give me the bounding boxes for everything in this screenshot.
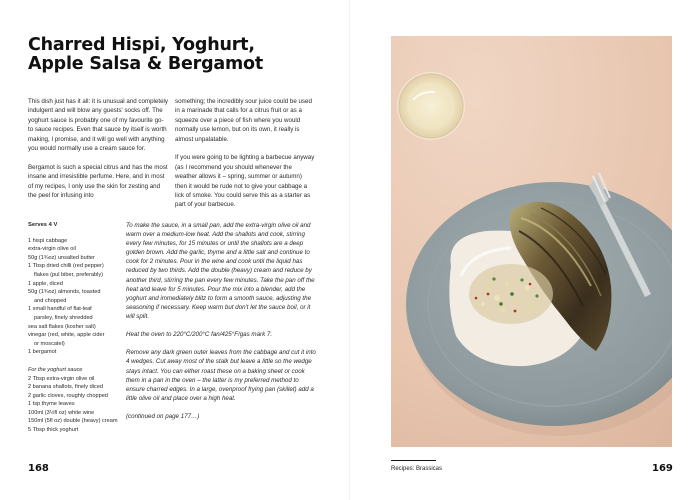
method-text xyxy=(126,221,316,430)
method-step: Remove any dark green outer leaves from the cabbage and cut it into 4 wedges. Cut away most of the stalk but leave a little so the wedge stays intact. You can either roast these on a baking sheet or cook them in a pan in the oven – the latter is my preferred method to ensure charred edges. In a large, ovenproof frying pan (skillet) add a little olive oil and place over a high heat. xyxy=(126,349,316,402)
ingredient-item: 1 bergamot xyxy=(28,349,57,356)
ingredient-item: 1 Tbsp dried chilli (red pepper) xyxy=(28,263,104,270)
intro-column-left xyxy=(28,97,168,210)
ingredient-item: 100ml (3½fl oz) white wine xyxy=(28,409,95,416)
ingredient-item: 1 hispi cabbage xyxy=(28,237,68,244)
ingredient-item: sea salt flakes (kosher salt) xyxy=(28,323,96,330)
intro-column-right xyxy=(175,97,315,219)
running-head-rule xyxy=(391,460,436,461)
title-line-1: Charred Hispi, Yoghurt, xyxy=(28,35,255,55)
page-number-right: 169 xyxy=(652,463,673,474)
ingredient-item: flakes (pul biber, preferably) xyxy=(34,271,104,278)
glass-of-white-wine xyxy=(397,72,465,140)
ingredient-item: 5 Tbsp thick yoghurt xyxy=(28,427,79,434)
ingredient-item: 2 Tbsp extra-virgin olive oil xyxy=(28,375,95,382)
page-number-left: 168 xyxy=(28,463,49,474)
apple-almond-salsa xyxy=(469,264,553,324)
intro-paragraph: something; the incredibly sour juice could be used in a marinade that calls for a citrus fruit or as a squeeze over a piece of fish where you would normally use lemon, but on its own, it really is almost unpalatable. xyxy=(175,98,312,143)
ingredients-list xyxy=(28,221,123,435)
ingredient-item: 2 garlic cloves, roughly chopped xyxy=(28,392,108,399)
ingredient-item: parsley, finely shredded xyxy=(34,314,93,321)
intro-paragraph: This dish just has it all: it is unusual and completely indulgent and will blow any guests' socks off. The yoghurt sauce is probably one of my favourite go-to sauce recipes. Even that sauce by itself is worth making, I promise, and it will go well with anything you would normally use a cream sauce for. xyxy=(28,98,168,153)
method-step: Heat the oven to 220°C/200°C fan/425°F/gas mark 7. xyxy=(126,331,273,339)
title-line-2: Apple Salsa & Bergamot xyxy=(28,54,264,74)
yoghurt-sauce-heading: For the yoghurt sauce xyxy=(28,366,83,373)
serves-label: Serves 4 V xyxy=(28,222,58,228)
ingredient-item: 50g (1¾oz) unsalted butter xyxy=(28,254,95,261)
dish-photo xyxy=(391,36,672,447)
ingredient-item: and chopped xyxy=(34,297,67,304)
dish-photo-illustration xyxy=(391,36,672,447)
ingredient-item: 1 tsp thyme leaves xyxy=(28,401,75,408)
ingredient-item: 150ml (5fl oz) double (heavy) cream xyxy=(28,418,118,425)
running-head: Recipes: Brassicas xyxy=(391,466,443,472)
recipe-title xyxy=(28,36,328,74)
ingredient-item: extra-virgin olive oil xyxy=(28,246,76,253)
ingredient-item: 2 banana shallots, finely diced xyxy=(28,384,103,391)
ingredient-item: 1 apple, diced xyxy=(28,280,63,287)
ingredient-item: or moscatel) xyxy=(34,340,65,347)
ingredient-item: 1 small handful of flat-leaf xyxy=(28,306,92,313)
ingredient-item: 50g (1¾oz) almonds, toasted xyxy=(28,289,101,296)
intro-paragraph: If you were going to be lighting a barbecue anyway (as I recommend you should whenever the weather allows it – spring, summer or autumn) then it would be rude not to give your cabbage a lick of smoke. You could serve this as a starter as part of your barbecue. xyxy=(175,154,315,209)
continued-note: (continued on page 177…) xyxy=(126,412,200,420)
ingredient-item: vinegar (red, white, apple cider xyxy=(28,332,105,339)
method-step: To make the sauce, in a small pan, add the extra-virgin olive oil and warm over a medium-low heat. Add the shallots and cook, stirring every few minutes, for 15 minutes or until the shallots are a deep golden brown. Add the garlic, thyme and a little salt and continue to cook for 2 minutes. Pour in the wine and cook until the liquid has reduced by two thirds. Add the double (heavy) cream and reduce by another third, stirring the pan every few minutes. Take the pan off the heat and leave for 5 minutes. Pour the mix into a blender, add the yoghurt and immediately blitz to form a smooth sauce, adjusting the seasoning if necessary. Keep warm but don't let the sauce boil, or it will split. xyxy=(126,222,315,320)
intro-paragraph: Bergamot is such a special citrus and has the most insane and irresistible perfume. Here, and in most of my recipes, I only use the skin for zesting and the peel for infusing into xyxy=(28,163,168,200)
